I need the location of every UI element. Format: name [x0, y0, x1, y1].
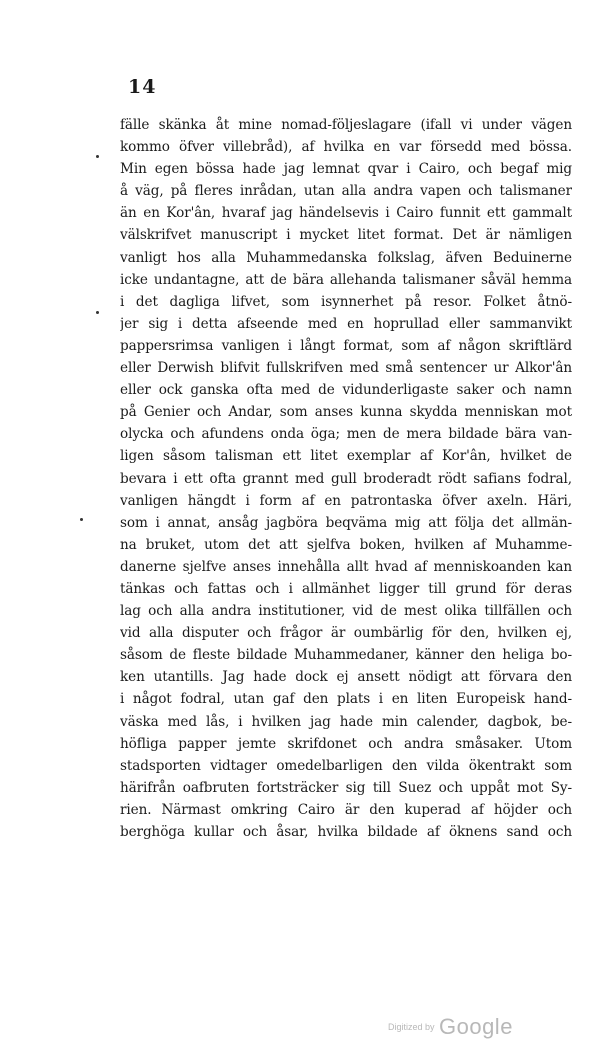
text-line: eller ock ganska ofta med de vidunderligaste saker och namn — [120, 382, 572, 399]
text-line: å väg, på fleres inrådan, utan alla andra vapen och talismaner — [120, 183, 572, 200]
text-line: vanligen hängdt i form af en patrontaska öfver axeln. Häri, — [120, 492, 572, 509]
text-line: vid alla disputer och frågor är oumbärlig för den, hvilken ej, — [120, 625, 572, 642]
text-line: jer sig i detta afseende med en hoprullad eller sammanvikt — [120, 315, 572, 332]
text-line: bevara i ett ofta grannt med gull broderadt rödt safians fodral, — [120, 470, 572, 487]
text-line: ligen såsom talisman ett litet exemplar af Kor'ân, hvilket de — [120, 448, 572, 465]
watermark-prefix: Digitized by — [388, 1022, 435, 1032]
text-line: olycka och afundens onda öga; men de mera bildade bära van- — [120, 426, 572, 443]
text-line: i det dagliga lifvet, som isynnerhet på resor. Folket åtnö- — [120, 293, 572, 310]
text-line: eller Derwish blifvit fullskrifven med små sentencer ur Alkor'ân — [120, 360, 572, 377]
text-line: än en Kor'ân, hvaraf jag händelsevis i Cairo funnit ett gammalt — [120, 205, 572, 222]
ink-speck — [80, 518, 83, 521]
text-line: välskrifvet manuscript i mycket litet format. Det är nämligen — [120, 227, 572, 244]
text-line: Min egen bössa hade jag lemnat qvar i Cairo, och begaf mig — [120, 161, 572, 178]
page-number: 14 — [128, 76, 157, 98]
text-line: vanligt hos alla Muhammedanska folkslag, äfven Beduinerne — [120, 249, 572, 266]
ink-speck — [96, 311, 99, 314]
text-line: tänkas och fattas och i allmänhet ligger till grund för deras — [120, 580, 572, 597]
text-line: väska med lås, i hvilken jag hade min calender, dagbok, be- — [120, 713, 572, 730]
digitized-by-google-watermark — [388, 1014, 513, 1040]
text-line: berghöga kullar och åsar, hvilka bildade af öknens sand och — [120, 824, 572, 840]
text-line: ken utantills. Jag hade dock ej ansett nödigt att förvara den — [120, 669, 572, 686]
text-line: på Genier och Andar, som anses kunna skydda menniskan mot — [120, 404, 572, 421]
text-line: som i annat, ansåg jagböra beqväma mig att följa det allmän- — [120, 514, 572, 531]
text-line: lag och alla andra institutioner, vid de mest olika tillfällen och — [120, 603, 572, 620]
body-text — [120, 114, 572, 843]
ink-speck — [96, 155, 99, 158]
text-line: härifrån oafbruten fortsträcker sig till Suez och uppåt mot Sy- — [120, 779, 572, 796]
text-line: pappersrimsa vanligen i långt format, som af någon skriftlärd — [120, 337, 572, 354]
text-line: i något fodral, utan gaf den plats i en liten Europeisk hand- — [120, 691, 572, 708]
text-line: icke undantagne, att de bära allehanda talismaner såväl hemma — [120, 271, 572, 288]
text-line: fälle skänka åt mine nomad-följeslagare (ifall vi under vägen — [120, 117, 572, 133]
text-line: na bruket, utom det att sjelfva boken, hvilken af Muhamme- — [120, 536, 572, 553]
text-line: såsom de fleste bildade Muhammedaner, känner den heliga bo- — [120, 647, 572, 664]
google-logo: Google — [438, 1014, 513, 1039]
text-line: stadsporten vidtager omedelbarligen den vilda ökentrakt som — [120, 757, 572, 774]
text-line: rien. Närmast omkring Cairo är den kuperad af höjder och — [120, 801, 572, 818]
text-line: höfliga papper jemte skrifdonet och andra småsaker. Utom — [120, 735, 572, 752]
text-line: kommo öfver villebråd), af hvilka en var försedd med bössa. — [120, 139, 572, 156]
text-line: danerne sjelfve anses innehålla allt hvad af menniskoanden kan — [120, 558, 572, 575]
